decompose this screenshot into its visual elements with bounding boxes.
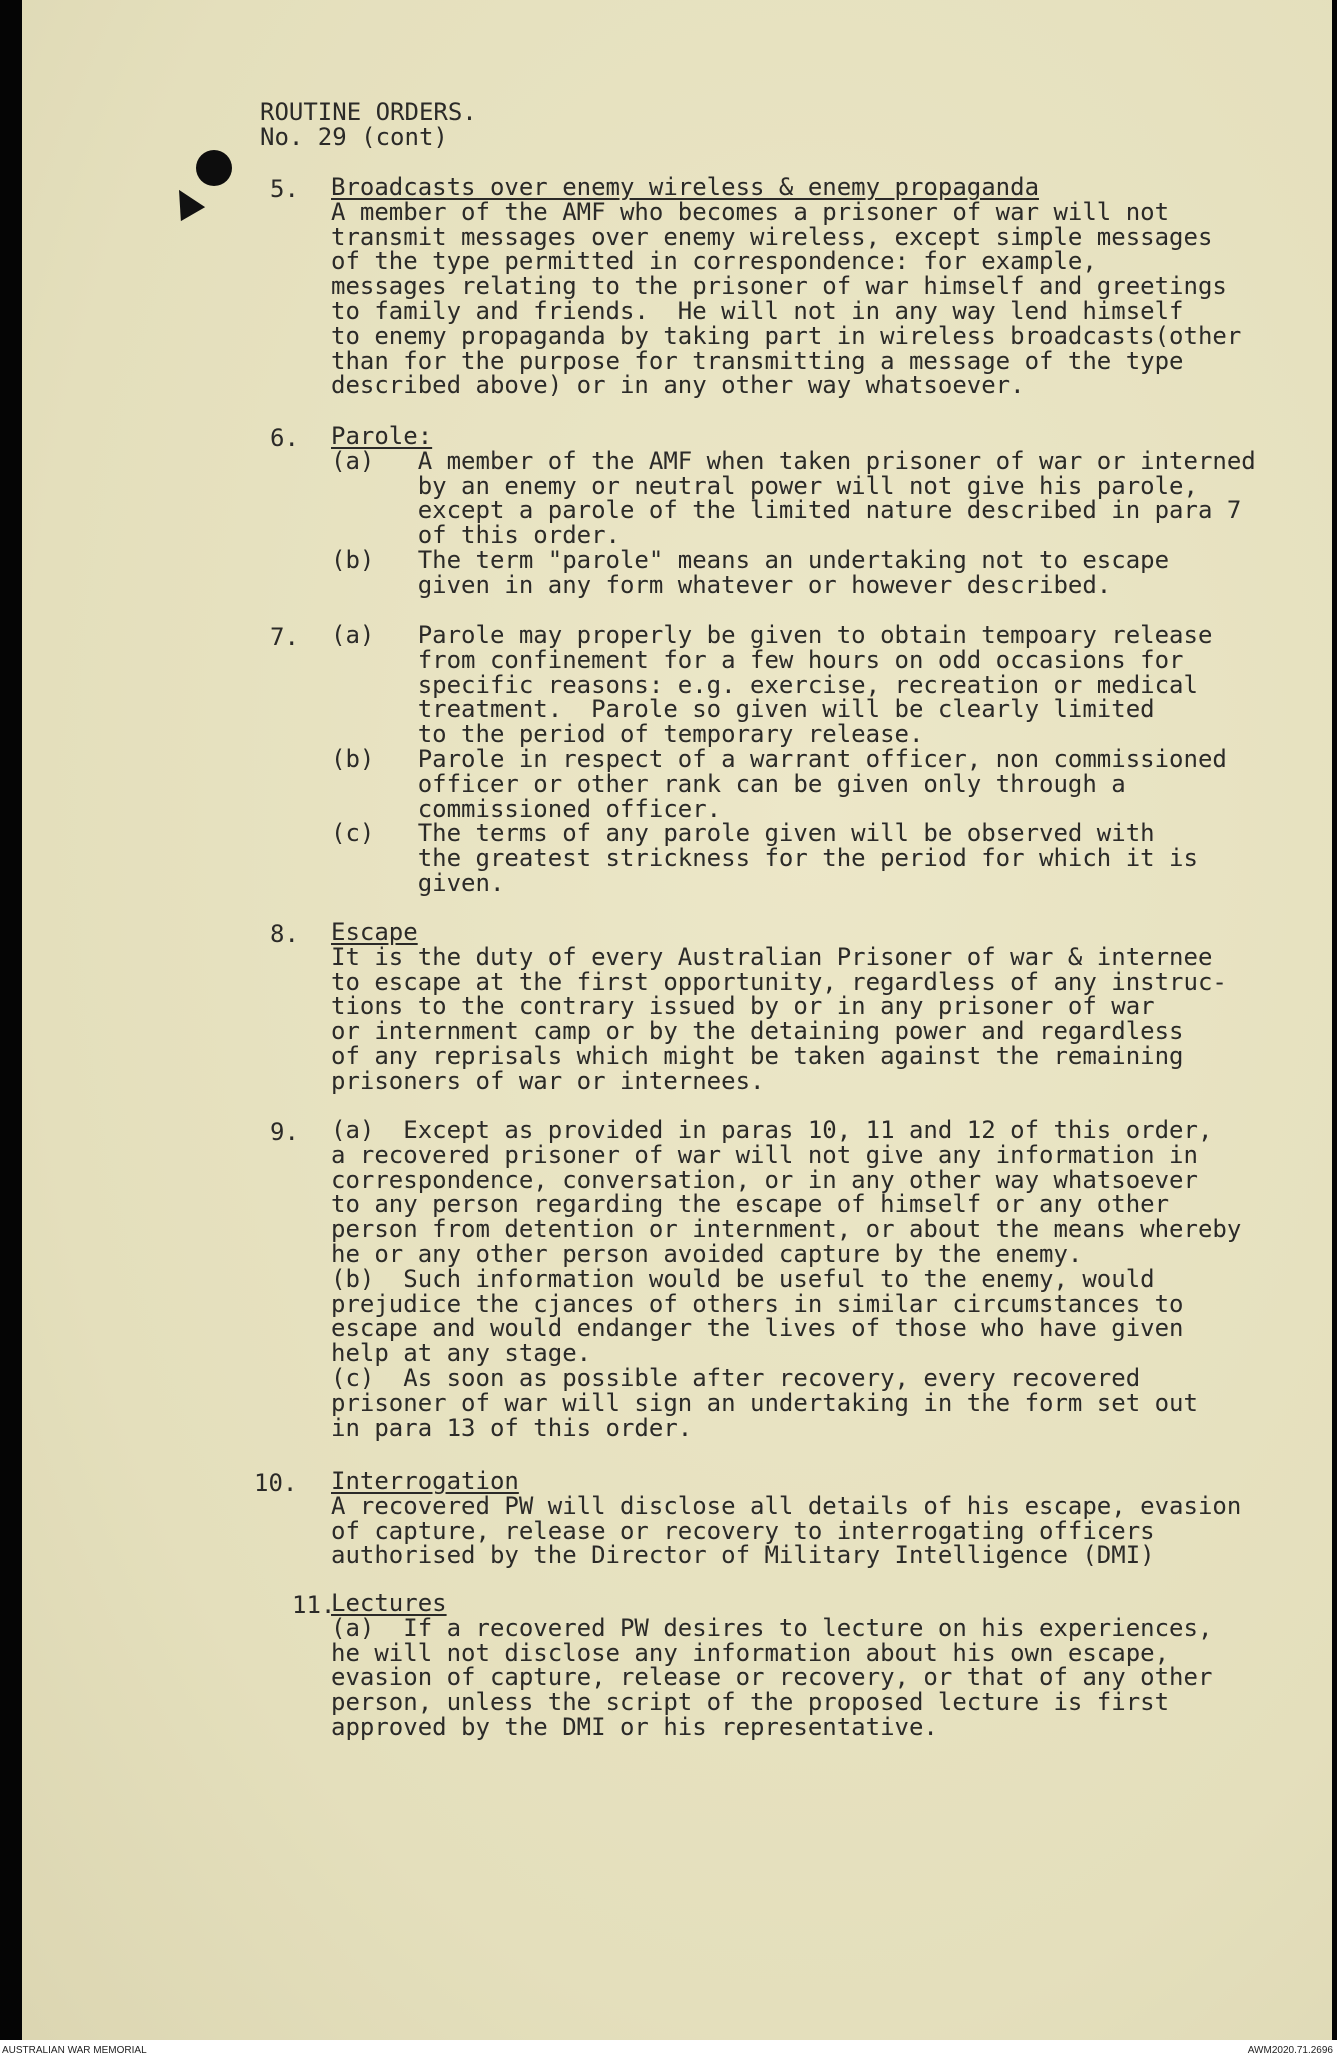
section-7-line: specific reasons: e.g. exercise, recreation or medical [331, 670, 1198, 699]
section-5 [331, 175, 1241, 398]
section-10-line: authorised by the Director of Military Intelligence (DMI) [331, 1541, 1155, 1570]
section-7-line: officer or other rank can be given only through a [331, 769, 1126, 798]
section-11-line: person, unless the script of the proposed lecture is first [331, 1688, 1170, 1717]
section-7-line: from confinement for a few hours on odd occasions for [331, 645, 1184, 674]
section-10 [331, 1469, 1241, 1568]
section-11-line: (a) If a recovered PW desires to lecture on his experiences, [331, 1613, 1213, 1642]
section-5-line: messages relating to the prisoner of war himself and greetings [331, 272, 1227, 301]
section-7-line: to the period of temporary release. [331, 720, 924, 749]
section-11-line: evasion of capture, release or recovery, or that of any other [331, 1663, 1213, 1692]
section-9-line: escape and would endanger the lives of those who have given [331, 1314, 1184, 1343]
section-8 [331, 920, 1227, 1094]
section-9-line: prejudice the cjances of others in similar circumstances to [331, 1289, 1184, 1318]
footer-accession-number: AWM2020.71.2696 [1247, 2045, 1333, 2056]
section-5-line: to family and friends. He will not in any way lend himself [331, 296, 1184, 325]
section-5-line: to enemy propaganda by taking part in wireless broadcasts(other [331, 321, 1242, 350]
archive-footer [0, 2040, 1337, 2061]
section-9-line: correspondence, conversation, or in any other way whatsoever [331, 1165, 1198, 1194]
section-5-line: described above) or in any other way whatsoever. [331, 371, 1025, 400]
section-5-line: than for the purpose for transmitting a message of the type [331, 346, 1184, 375]
section-7-line: commissioned officer. [331, 794, 722, 823]
section-7-line: given. [331, 868, 505, 897]
section-9 [331, 1118, 1241, 1440]
section-7-line: treatment. Parole so given will be clearly limited [331, 695, 1155, 724]
section-8-line: or internment camp or by the detaining power and regardless [331, 1017, 1184, 1046]
section-9-line: help at any stage. [331, 1339, 592, 1368]
section-6-line: except a parole of the limited nature described in para 7 [331, 496, 1242, 525]
section-9-line: to any person regarding the escape of himself or any other [331, 1190, 1170, 1219]
section-10-line: of capture, release or recovery to interrogating officers [331, 1516, 1155, 1545]
section-7-line: (a) Parole may properly be given to obtain tempoary release [331, 621, 1213, 649]
section-5-number: 5. [270, 175, 299, 203]
section-6-title: Parole: [331, 422, 433, 450]
section-9-line: prisoner of war will sign an undertaking in the form set out [331, 1388, 1198, 1417]
section-7-line: the greatest strickness for the period for which it is [331, 844, 1198, 873]
section-8-line: to escape at the first opportunity, regardless of any instruc- [331, 967, 1227, 996]
section-7 [331, 623, 1227, 896]
section-5-title: Broadcasts over enemy wireless & enemy propaganda [331, 173, 1040, 201]
section-8-title: Escape [331, 918, 418, 946]
section-11-line: approved by the DMI or his representative. [331, 1712, 938, 1741]
section-6-line: by an enemy or neutral power will not give his parole, [331, 471, 1198, 500]
section-11-title: Lectures [331, 1589, 447, 1617]
section-8-line: It is the duty of every Australian Prisoner of war & internee [331, 942, 1213, 971]
section-8-number: 8. [270, 920, 299, 948]
section-8-line: tions to the contrary issued by or in any prisoner of war [331, 992, 1155, 1021]
punch-hole [196, 150, 232, 186]
paper-tear [167, 183, 205, 221]
section-6-number: 6. [270, 424, 299, 452]
section-9-line: a recovered prisoner of war will not give any information in [331, 1140, 1198, 1169]
section-9-line: he or any other person avoided capture by the enemy. [331, 1239, 1083, 1268]
section-7-line: (c) The terms of any parole given will be observed with [331, 819, 1155, 848]
section-5-line: A member of the AMF who becomes a prisoner of war will not [331, 197, 1170, 226]
section-6 [331, 424, 1256, 598]
section-11-line: he will not disclose any information about his own escape, [331, 1638, 1170, 1667]
section-9-line: person from detention or internment, or about the means whereby [331, 1215, 1242, 1244]
section-10-line: A recovered PW will disclose all details of his escape, evasion [331, 1491, 1242, 1520]
section-6-line: (a) A member of the AMF when taken prisoner of war or interned [331, 446, 1256, 475]
section-5-line: transmit messages over enemy wireless, except simple messages [331, 222, 1213, 251]
section-10-title: Interrogation [331, 1467, 519, 1495]
section-9-number: 9. [270, 1118, 299, 1146]
document-header [260, 100, 477, 150]
section-9-line: (c) As soon as possible after recovery, every recovered [331, 1363, 1141, 1392]
section-11 [331, 1591, 1212, 1740]
section-10-number: 10. [254, 1469, 298, 1497]
section-11-number: 11. [292, 1591, 336, 1619]
section-6-line: of this order. [331, 521, 620, 550]
section-9-line: (a) Except as provided in paras 10, 11 and 12 of this order, [331, 1116, 1213, 1144]
document-page [22, 0, 1332, 2040]
section-6-line: given in any form whatever or however described. [331, 570, 1112, 599]
section-6-line: (b) The term "parole" means an undertaking not to escape [331, 545, 1170, 574]
section-8-line: of any reprisals which might be taken against the remaining [331, 1041, 1184, 1070]
section-7-line: (b) Parole in respect of a warrant officer, non commissioned [331, 744, 1227, 773]
section-7-number: 7. [270, 623, 299, 651]
header-line1: ROUTINE ORDERS. [260, 98, 477, 126]
section-9-line: (b) Such information would be useful to the enemy, would [331, 1264, 1155, 1293]
footer-institution: AUSTRALIAN WAR MEMORIAL [2, 2045, 147, 2056]
section-8-line: prisoners of war or internees. [331, 1066, 765, 1095]
header-line2: No. 29 (cont) [260, 122, 448, 151]
section-9-line: in para 13 of this order. [331, 1413, 693, 1442]
section-5-line: of the type permitted in correspondence: for example, [331, 247, 1097, 276]
